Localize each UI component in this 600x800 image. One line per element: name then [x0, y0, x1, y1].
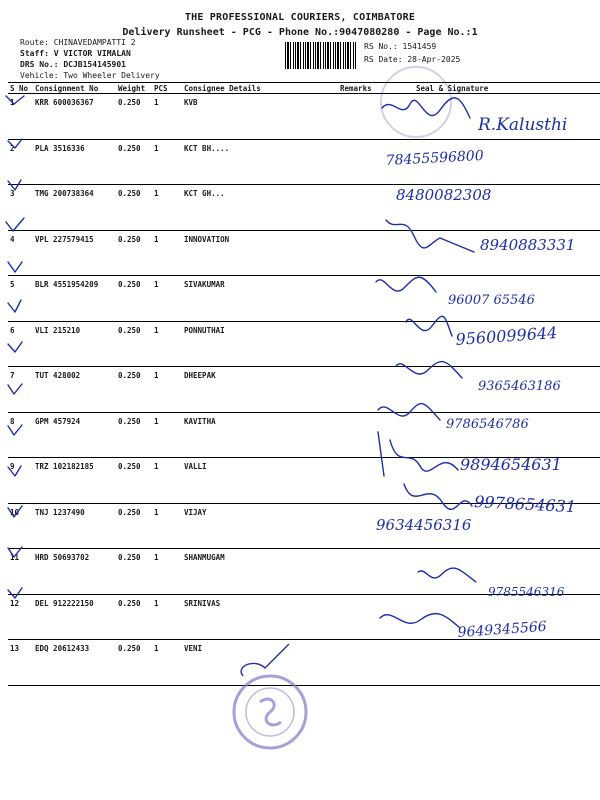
- cell-sno: 8: [8, 412, 33, 458]
- cell-consignee: SHANMUGAM: [182, 549, 338, 595]
- cell-sno: 5: [8, 276, 33, 322]
- cell-consignee: KCT GH...: [182, 185, 338, 231]
- col-sno: S No: [8, 83, 33, 94]
- rs-date-label: RS Date: 28-Apr-2025: [364, 55, 461, 64]
- col-consignee: Consignee Details: [182, 83, 338, 94]
- signature-text: 9786546786: [446, 417, 529, 432]
- cell-consignee: SRINIVAS: [182, 594, 338, 640]
- signature-scribble: [404, 484, 472, 509]
- cell-consignment: TNJ 1237490: [33, 503, 116, 549]
- signature-scribble: [418, 568, 476, 582]
- cell-consignee: DHEEPAK: [182, 367, 338, 413]
- signature-scribble: [386, 220, 474, 252]
- tick-mark: [8, 588, 22, 598]
- route-label: Route: CHINAVEDAMPATTI 2: [20, 38, 136, 47]
- signature-text: 9365463186: [478, 379, 561, 394]
- cell-pcs: 1: [152, 276, 182, 322]
- cell-sno: 6: [8, 321, 33, 367]
- cell-consignee: SIVAKUMAR: [182, 276, 338, 322]
- cell-consignee: INNOVATION: [182, 230, 338, 276]
- tick-mark: [8, 262, 22, 272]
- signature-text: 78455596800: [385, 147, 485, 169]
- signature-text: 9649345566: [457, 618, 548, 641]
- drs-label: DRS No.: DCJB154145901: [20, 60, 126, 69]
- cell-consignment: VPL 227579415: [33, 230, 116, 276]
- cell-sno: 13: [8, 640, 33, 686]
- tick-mark: [8, 342, 22, 352]
- cell-consignment: EDQ 20612433: [33, 640, 116, 686]
- cell-consignment: VLI 215210: [33, 321, 116, 367]
- signature-scribble: [396, 362, 462, 378]
- cell-weight: 0.250: [116, 594, 152, 640]
- vehicle-label: Vehicle: Two Wheeler Delivery: [20, 71, 160, 80]
- cell-consignment: TRZ 102182185: [33, 458, 116, 504]
- signature-text: 9785546316: [488, 585, 565, 599]
- cell-weight: 0.250: [116, 549, 152, 595]
- cell-weight: 0.250: [116, 185, 152, 231]
- cell-pcs: 1: [152, 185, 182, 231]
- col-weight: Weight: [116, 83, 152, 94]
- cell-sno: 9: [8, 458, 33, 504]
- cell-sno: 7: [8, 367, 33, 413]
- cell-consignee: PONNUTHAI: [182, 321, 338, 367]
- cell-consignment: PLA 3516336: [33, 139, 116, 185]
- signature-text: 9894654631: [460, 455, 562, 474]
- cell-consignee: VALLI: [182, 458, 338, 504]
- cell-sno: 4: [8, 230, 33, 276]
- tick-mark: [8, 506, 22, 517]
- cell-consignee: VENI: [182, 640, 338, 686]
- cell-consignee: KCT BH....: [182, 139, 338, 185]
- cell-sno: 1: [8, 94, 33, 140]
- cell-pcs: 1: [152, 503, 182, 549]
- signature-text: 9634456316: [376, 516, 472, 534]
- signature-scribble: [406, 316, 452, 336]
- signature-scribble: [376, 277, 436, 292]
- runsheet-subtitle: Delivery Runsheet - PCG - Phone No.:9047080280 - Page No.:1: [122, 27, 478, 38]
- cell-sno: 2: [8, 139, 33, 185]
- tick-mark: [8, 547, 22, 557]
- cell-consignment: TMG 200738364: [33, 185, 116, 231]
- signature-text: 9978654631: [473, 492, 577, 517]
- pen-mark: [241, 644, 289, 676]
- bottom-seal-stamp: [225, 640, 315, 760]
- cell-pcs: 1: [152, 412, 182, 458]
- signature-scribble: [382, 98, 470, 118]
- tick-mark: [8, 425, 22, 435]
- cell-weight: 0.250: [116, 367, 152, 413]
- tick-mark: [8, 300, 21, 312]
- signature-text: 96007 65546: [448, 293, 535, 308]
- col-consignment: Consignment No: [33, 83, 116, 94]
- cell-pcs: 1: [152, 94, 182, 140]
- cell-sno: 11: [8, 549, 33, 595]
- cell-sno: 3: [8, 185, 33, 231]
- signature-text: 8480082308: [396, 186, 492, 204]
- cell-pcs: 1: [152, 139, 182, 185]
- col-remarks: Remarks: [338, 83, 388, 94]
- stamp-mark: [260, 699, 281, 725]
- staff-label: Staff: V VICTOR VIMALAN: [20, 49, 131, 58]
- tick-marks: [6, 96, 24, 598]
- cell-pcs: 1: [152, 321, 182, 367]
- cell-sno: 12: [8, 594, 33, 640]
- tick-mark: [8, 466, 21, 476]
- cell-consignment: GPM 457924: [33, 412, 116, 458]
- cell-consignee: VIJAY: [182, 503, 338, 549]
- cell-pcs: 1: [152, 458, 182, 504]
- cell-consignment: HRD 50693702: [33, 549, 116, 595]
- company-title: THE PROFESSIONAL COURIERS, COIMBATORE: [184, 12, 416, 23]
- cell-weight: 0.250: [116, 503, 152, 549]
- cell-pcs: 1: [152, 594, 182, 640]
- cell-weight: 0.250: [116, 276, 152, 322]
- cell-weight: 0.250: [116, 458, 152, 504]
- cell-pcs: 1: [152, 367, 182, 413]
- rs-no-label: RS No.: 1541459: [364, 42, 437, 51]
- col-pcs: PCS: [152, 83, 182, 94]
- cell-weight: 0.250: [116, 640, 152, 686]
- cell-consignment: BLR 4551954209: [33, 276, 116, 322]
- tick-mark: [6, 218, 24, 231]
- col-signature: Seal & Signature: [388, 83, 600, 94]
- signature-text: 8940883331: [480, 236, 576, 254]
- cell-consignment: KRR 600036367: [33, 94, 116, 140]
- tick-mark: [6, 96, 24, 104]
- cell-consignment: DEL 912222150: [33, 594, 116, 640]
- cell-pcs: 1: [152, 640, 182, 686]
- cell-sno: 10: [8, 503, 33, 549]
- cell-weight: 0.250: [116, 230, 152, 276]
- cell-pcs: 1: [152, 230, 182, 276]
- tick-mark: [8, 139, 22, 148]
- signature-scribble: [378, 432, 458, 476]
- cell-consignment: TUT 428002: [33, 367, 116, 413]
- cell-weight: 0.250: [116, 321, 152, 367]
- signature-scribble: [380, 614, 460, 628]
- cell-weight: 0.250: [116, 94, 152, 140]
- tick-mark: [8, 384, 22, 394]
- signature-text: 9560099644: [454, 322, 558, 349]
- signature-scribble: [378, 404, 440, 420]
- signature-text: R.Kalusthi: [478, 115, 568, 135]
- cell-weight: 0.250: [116, 412, 152, 458]
- cell-weight: 0.250: [116, 139, 152, 185]
- cell-consignee: KAVITHA: [182, 412, 338, 458]
- cell-pcs: 1: [152, 549, 182, 595]
- cell-consignee: KVB: [182, 94, 338, 140]
- tick-mark: [8, 180, 21, 190]
